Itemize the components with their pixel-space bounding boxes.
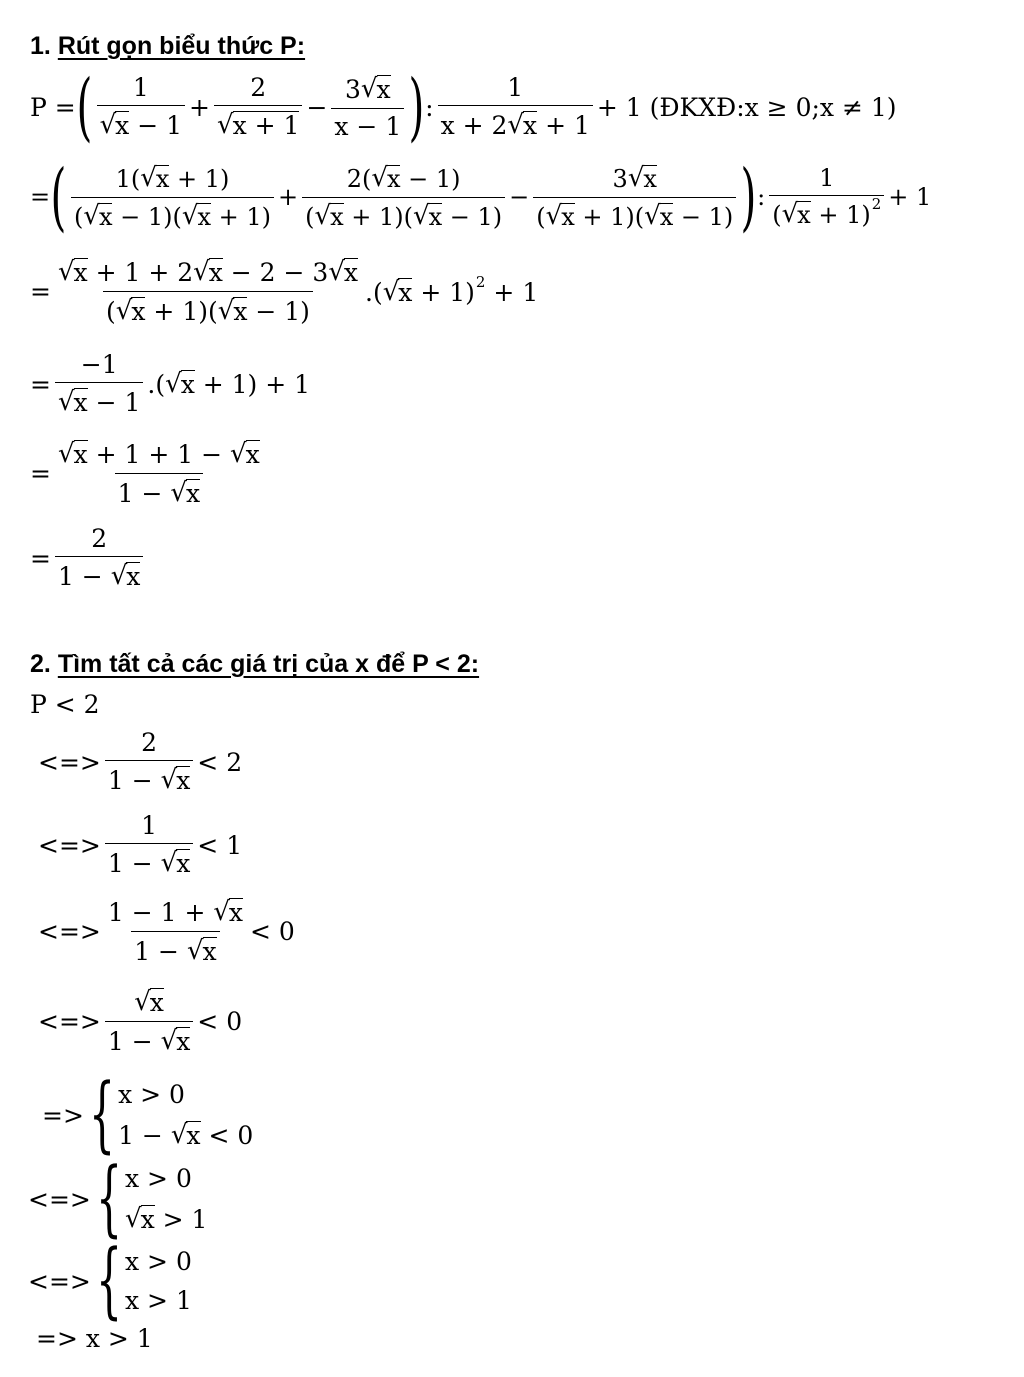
expression-line-5: = $\frac{√x + 1 + 1 - √x}{1 - √x}$ — [30, 440, 267, 507]
fraction: $\frac{2}{1 - √x}$ — [105, 730, 193, 794]
fraction: $\frac{2(√x - 1)}{(√x + 1)(√x - 1)}$ — [302, 165, 505, 230]
big-paren-left: ( — [50, 154, 67, 240]
fraction: $\frac{1}{(√x + 1)^2}$ — [769, 166, 884, 228]
final-result: => x > 1 — [36, 1324, 153, 1353]
expression-line-1: P = ( $\frac{1}{√x - 1}$ + $\frac{2}{√x + 1}$ − $\frac{3√x}{x - 1}$ ) : $\frac{1}{x + 2√x + 1}$ + 1 (ĐKXĐ:x ≥ 0;x ≠ 1) — [30, 64, 897, 150]
inequality-step-1: <=> $\frac{2}{1 - √x}$ < 2 — [38, 728, 243, 795]
brace: { — [88, 1067, 116, 1162]
big-paren-left: ( — [76, 64, 93, 150]
fraction: $\frac{1}{1 - √x}$ — [105, 813, 193, 877]
big-paren-right: ) — [740, 154, 757, 240]
system-3: <=> { x > 0 x > 1 — [28, 1233, 192, 1328]
expression-line-2: = ( $\frac{1(√x + 1)}{(√x - 1)(√x + 1)}$ + $\frac{2(√x - 1)}{(√x + 1)(√x - 1)}$ − $\frac{3√x}{(√x + 1)(√x - 1)}$ ) : $\frac{1}{(√x + 1)^2}$ + 1 — [30, 154, 932, 240]
fraction: $\frac{1 - 1 + √x}{1 - √x}$ — [107, 897, 244, 966]
fraction: $\frac{√x + 1 + 2√x - 2 - 3√x}{(√x + 1)(√x - 1)}$ — [57, 257, 359, 326]
fraction: $\frac{3√x}{(√x + 1)(√x - 1)}$ — [533, 165, 736, 230]
sqrt: √x — [99, 110, 130, 140]
system-2: <=> { x > 0 √x > 1 — [28, 1151, 208, 1246]
inequality-step-3: <=> $\frac{1 - 1 + √x}{1 - √x}$ < 0 — [38, 897, 295, 966]
part1-heading-number: 1. — [30, 32, 51, 60]
lhs-p: P = — [30, 92, 76, 122]
fraction: $\frac{2}{√x + 1}$ — [214, 75, 302, 139]
expression-line-4: = $\frac{-1}{√x - 1}$ .(√x + 1) + 1 — [30, 350, 311, 417]
inequality-step-2: <=> $\frac{1}{1 - √x}$ < 1 — [38, 811, 243, 878]
fraction: $\frac{-1}{√x - 1}$ — [55, 352, 143, 416]
part2-heading-number: 2. — [30, 650, 51, 678]
inequality-line-0: P < 2 — [30, 690, 100, 719]
brace: { — [95, 1233, 122, 1328]
fraction: $\frac{1(√x + 1)}{(√x - 1)(√x + 1)}$ — [71, 165, 274, 230]
fraction: $\frac{√x}{1 - √x}$ — [105, 988, 193, 1055]
fraction: $\frac{1}{√x - 1}$ — [97, 75, 185, 139]
expression-line-6: = $\frac{2}{1 - √x}$ — [30, 526, 147, 590]
part2-heading-text: Tìm tất cả các giá trị của x để P < 2: — [57, 650, 480, 678]
fraction: $\frac{2}{1 - √x}$ — [55, 526, 143, 590]
sqrt: √x — [360, 74, 391, 104]
system-1: => { x > 0 1 − √x < 0 — [42, 1067, 254, 1162]
big-paren-right: ) — [408, 64, 425, 150]
sqrt: √x — [507, 110, 538, 140]
fraction: $\frac{1}{x + 2√x + 1}$ — [438, 75, 593, 139]
fraction: $\frac{3√x}{x - 1}$ — [331, 75, 404, 139]
part2-heading — [30, 650, 479, 679]
brace: { — [95, 1151, 122, 1246]
expression-line-3: = $\frac{√x + 1 + 2√x - 2 - 3√x}{(√x + 1)(√x - 1)}$ $.(√x + 1)^2 + 1$ — [30, 257, 539, 326]
domain-condition: + 1 (ĐKXĐ:x ≥ 0;x ≠ 1) — [596, 92, 897, 122]
part1-heading-text: Rút gọn biểu thức P: — [57, 32, 306, 60]
fraction: $\frac{√x + 1 + 1 - √x}{1 - √x}$ — [57, 439, 260, 508]
sqrt: √x + 1 — [217, 110, 300, 140]
inequality-step-4: <=> $\frac{√x}{1 - √x}$ < 0 — [38, 987, 243, 1056]
part1-heading — [30, 32, 305, 61]
